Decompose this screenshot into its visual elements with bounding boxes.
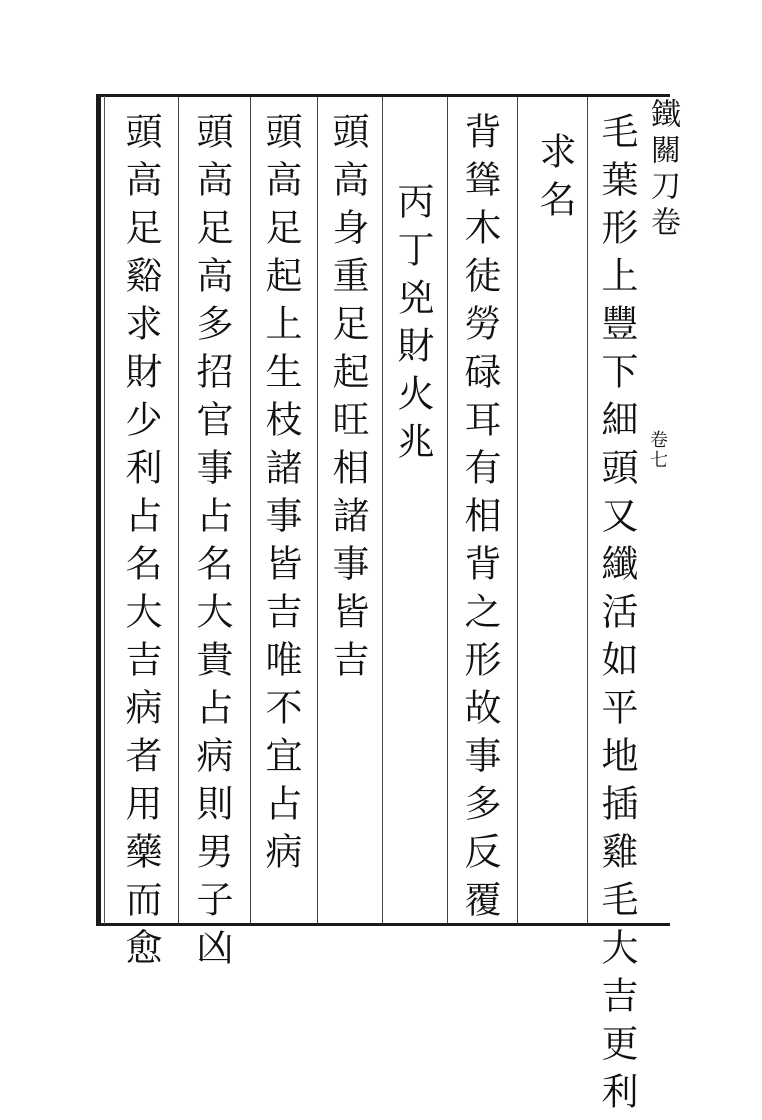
column-rule (178, 97, 179, 923)
column-rule (250, 97, 251, 923)
margin-title: 鐵關刀卷 (645, 98, 680, 242)
column-rule (517, 97, 518, 923)
text-column-8: 頭高足谿求財少利占名大吉病者用藥而愈 (119, 112, 162, 976)
column-rule (382, 97, 383, 923)
text-column-7: 頭高足高多招官事占名大貴占病則男子凶 (190, 112, 233, 976)
text-column-3: 背聳木徒勞碌耳有相背之形故事多反覆 (458, 112, 501, 928)
text-column-6: 頭高足起上生枝諸事皆吉唯不宜占病 (259, 112, 302, 880)
page-border-inner-line (104, 96, 105, 924)
column-rule (317, 97, 318, 923)
text-column-1: 毛葉形上豐下細頭又纖活如平地插雞毛大吉更利 (595, 112, 638, 1120)
text-column-2: 求名 (533, 132, 576, 228)
text-column-4: 丙丁兇財火兆 (391, 182, 434, 470)
column-rule (587, 97, 588, 923)
folio-label: 卷七 (647, 430, 668, 470)
text-column-5: 頭高身重足起旺相諸事皆吉 (326, 112, 369, 688)
column-rule (447, 97, 448, 923)
page-border (96, 94, 670, 926)
